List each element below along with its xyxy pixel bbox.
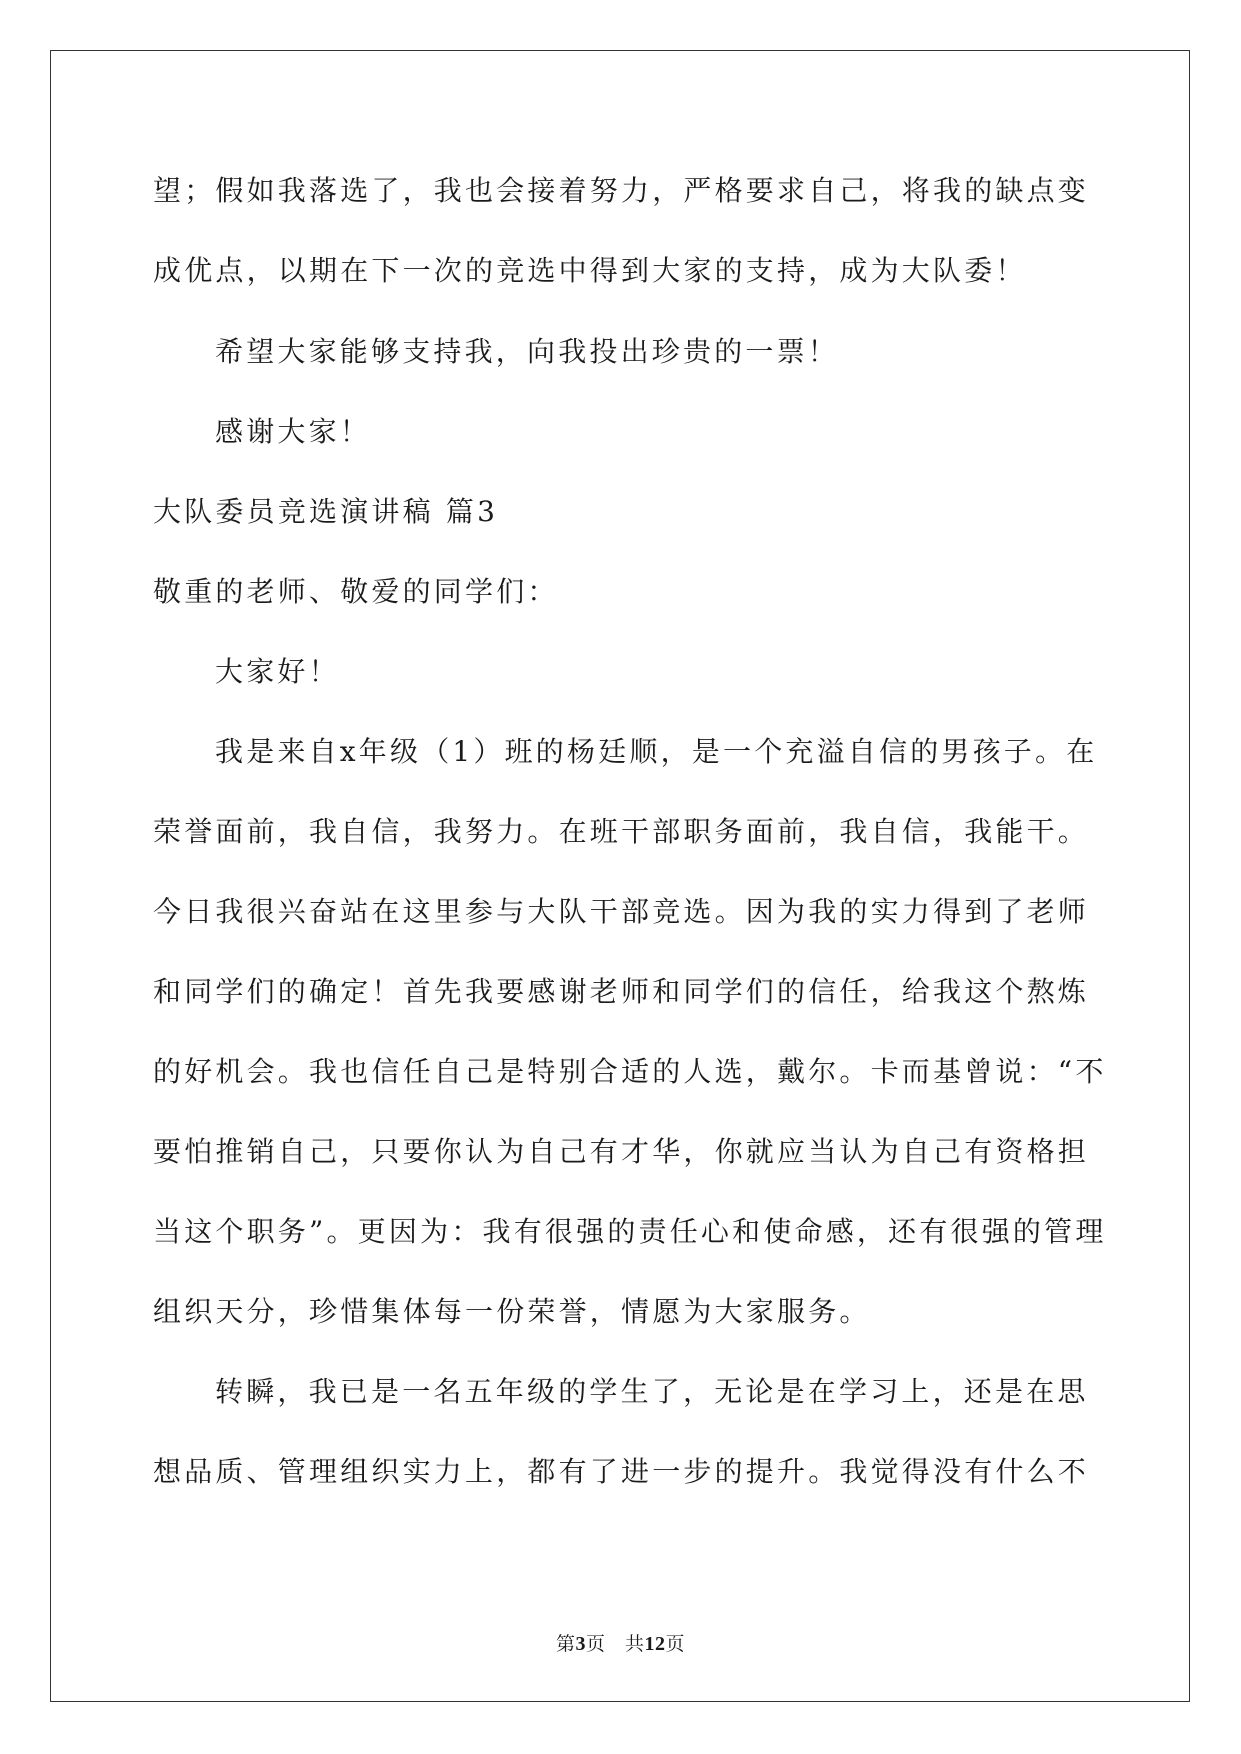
paragraph-line: 望；假如我落选了，我也会接着努力，严格要求自己，将我的缺点变 bbox=[153, 174, 1090, 207]
paragraph-line: 希望大家能够支持我，向我投出珍贵的一票！ bbox=[215, 335, 840, 368]
paragraph-line: 想品质、管理组织实力上，都有了进一步的提升。我觉得没有什么不 bbox=[153, 1455, 1090, 1488]
paragraph-line: 感谢大家！ bbox=[215, 415, 372, 448]
paragraph-line: 我是来自x年级（1）班的杨廷顺，是一个充溢自信的男孩子。在 bbox=[215, 735, 1098, 768]
section-heading: 大队委员竞选演讲稿 篇3 bbox=[153, 495, 499, 528]
paragraph-line: 今日我很兴奋站在这里参与大队干部竞选。因为我的实力得到了老师 bbox=[153, 895, 1090, 928]
paragraph-line: 的好机会。我也信任自己是特别合适的人选，戴尔。卡而基曾说：“不 bbox=[153, 1055, 1107, 1088]
page-suffix: 页 bbox=[665, 1633, 686, 1655]
salutation: 敬重的老师、敬爱的同学们： bbox=[153, 575, 559, 608]
paragraph-line: 要怕推销自己，只要你认为自己有才华，你就应当认为自己有资格担 bbox=[153, 1135, 1090, 1168]
current-page-number: 3 bbox=[575, 1633, 586, 1655]
paragraph-line: 转瞬，我已是一名五年级的学生了，无论是在学习上，还是在思 bbox=[215, 1375, 1089, 1408]
paragraph-line: 当这个职务”。更因为：我有很强的责任心和使命感，还有很强的管理 bbox=[153, 1215, 1107, 1248]
paragraph-line: 成优点，以期在下一次的竞选中得到大家的支持，成为大队委！ bbox=[153, 254, 1027, 287]
paragraph-line: 荣誉面前，我自信，我努力。在班干部职务面前，我自信，我能干。 bbox=[153, 815, 1090, 848]
paragraph-line: 组织天分，珍惜集体每一份荣誉，情愿为大家服务。 bbox=[153, 1295, 871, 1328]
paragraph-line: 和同学们的确定！首先我要感谢老师和同学们的信任，给我这个熬炼 bbox=[153, 975, 1090, 1008]
page-mid-text: 页 共 bbox=[585, 1633, 645, 1655]
page-prefix: 第 bbox=[555, 1633, 576, 1655]
greeting: 大家好！ bbox=[215, 655, 340, 688]
page-number-footer bbox=[0, 1632, 1241, 1656]
total-page-number: 12 bbox=[644, 1633, 666, 1655]
